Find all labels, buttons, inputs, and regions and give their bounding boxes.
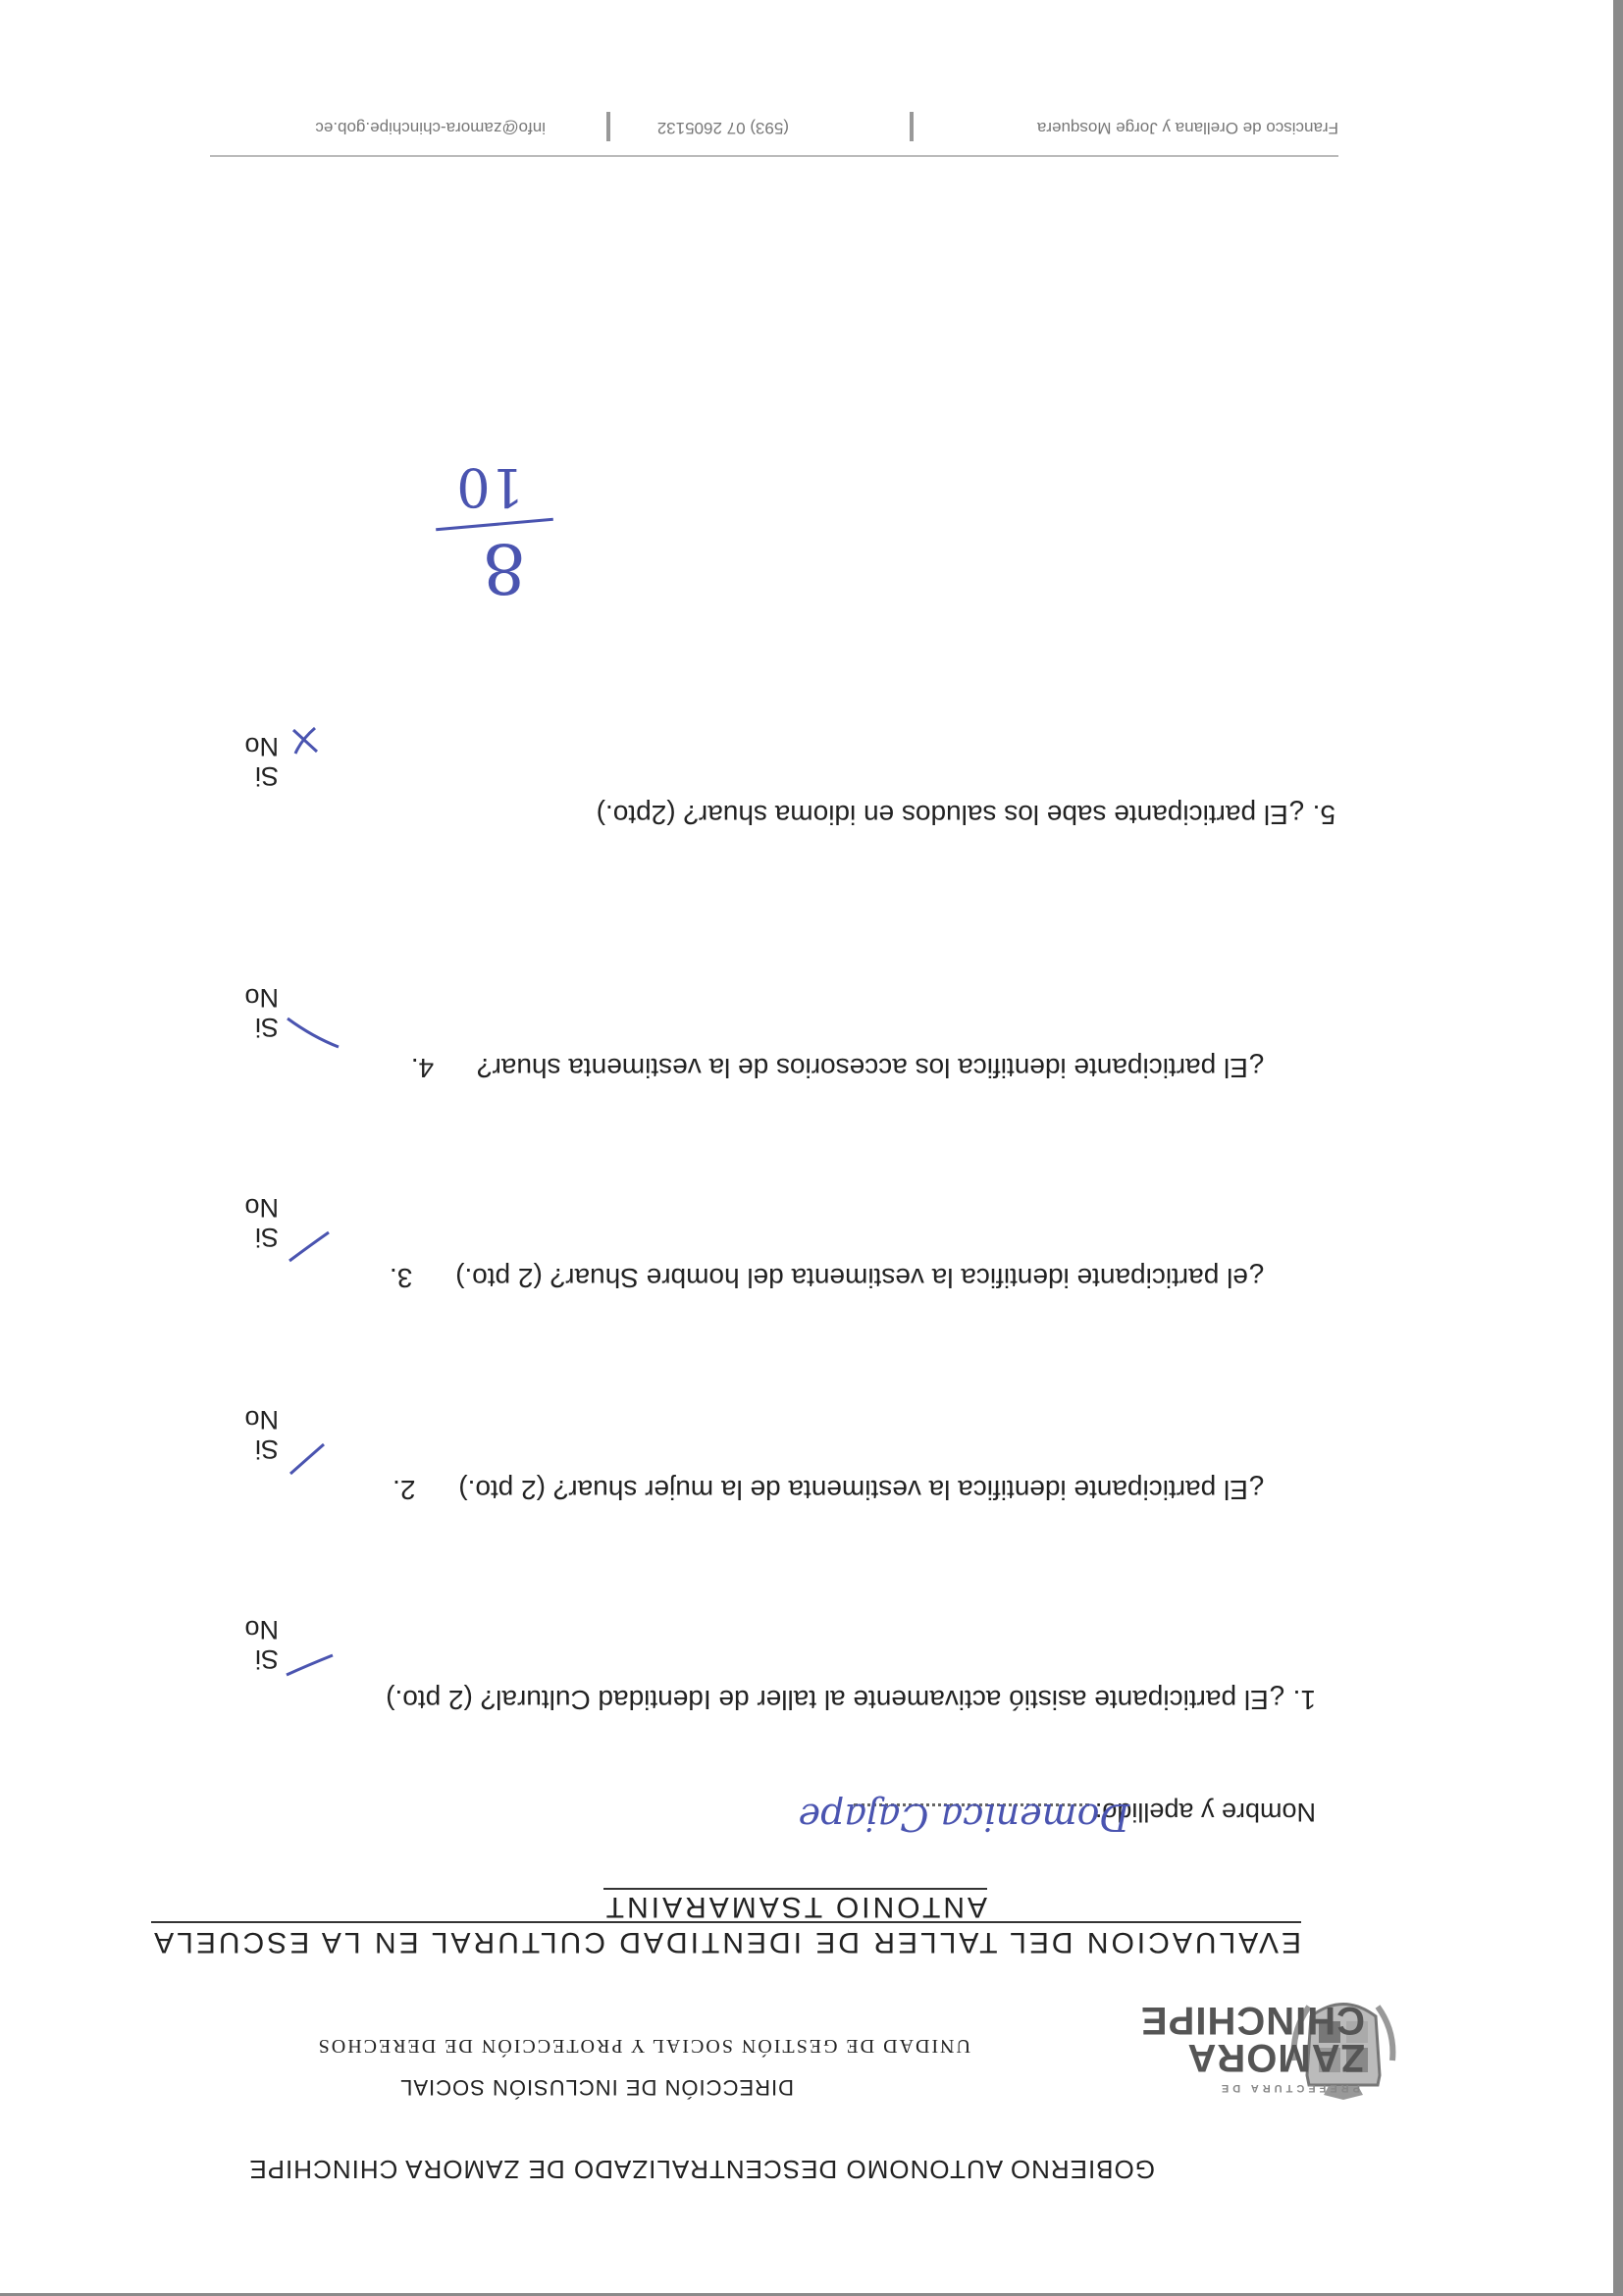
question-text: ¿El participante identifica la vestimenta de la mujer shuar? (2 pto.)	[458, 1475, 1265, 1505]
question-1-option-yes: Si	[254, 1644, 279, 1674]
document-title-school: ANTONIO TSAMARAINT	[603, 1888, 987, 1923]
organization-name: GOBIERNO AUTONOMO DESCENTRALIZADO DE ZAMORA CHINCHIPE	[248, 2155, 1155, 2184]
footer-rule	[210, 155, 1338, 157]
checkmark-icon	[284, 1438, 328, 1478]
document-title: EVALUACION DEL TALLER DE IDENTIDAD CULTURAL EN LA ESCUELA	[151, 1921, 1301, 1958]
footer-email: info@zamora-chinchipe.gob.ec	[315, 119, 546, 137]
footer-address: Francisco de Orellana y Jorge Mosquera	[1036, 119, 1338, 137]
question-text: ¿El participante identifica los accesorios de la vestimenta shuar?	[476, 1053, 1265, 1083]
question-number: 5.	[1312, 800, 1335, 830]
question-4-option-yes: Si	[254, 1013, 279, 1042]
score-total: 10	[456, 456, 524, 518]
footer-separator	[910, 112, 914, 141]
name-label: Nombre y apellido:	[1094, 1798, 1316, 1827]
brand-line-2: CHINCHIPE	[1139, 1999, 1365, 2042]
question-5-option-yes: Si	[254, 761, 279, 791]
question-number: 4.	[410, 1053, 435, 1083]
question-text: ¿el participante identifica la vestimenta del hombre Shuar? (2 pto.)	[455, 1263, 1265, 1293]
footer-phone: (593) 07 2605132	[656, 119, 789, 137]
question-2	[393, 1474, 1265, 1505]
question-5-option-no: No	[244, 732, 279, 761]
question-4-option-no: No	[244, 983, 279, 1013]
checkmark-icon	[279, 1650, 338, 1680]
brand-line-1: ZAMORA	[1186, 2036, 1365, 2079]
question-text: ¿El participante asistió activamente al taller de Identidad Cultural? (2 pto.)	[386, 1685, 1285, 1715]
scan-edge-left	[1613, 0, 1623, 2296]
question-3-option-yes: Si	[254, 1223, 279, 1252]
brand-prefix: PREFECTURA DE	[1217, 2082, 1360, 2094]
unit-name: UNIDAD DE GESTIÓN SOCIAL Y PROTECCIÓN DE DERECHOS	[316, 2035, 970, 2057]
question-number: 3.	[389, 1263, 413, 1293]
question-3-option-no: No	[244, 1193, 279, 1223]
question-1-option-no: No	[244, 1615, 279, 1644]
brand-name	[1139, 1999, 1365, 2086]
checkmark-icon	[284, 1226, 333, 1266]
score-obtained: 8	[482, 528, 526, 608]
question-2-option-no: No	[244, 1405, 279, 1435]
handwritten-name: Domenica Cajape	[798, 1796, 1129, 1839]
question-2-option-yes: Si	[254, 1435, 279, 1464]
question-4	[411, 1052, 1265, 1083]
cross-mark-icon	[288, 724, 323, 757]
question-3	[390, 1262, 1265, 1293]
footer-separator	[606, 112, 610, 141]
handwritten-score	[426, 442, 553, 608]
direction-name: DIRECCIÓN DE INCLUSIÓN SOCIAL	[399, 2075, 794, 2100]
question-text: ¿El participante sabe los saludos en idioma shuar? (2pto.)	[596, 800, 1305, 830]
question-5	[597, 799, 1335, 830]
question-number: 2.	[393, 1475, 416, 1505]
question-1	[386, 1684, 1316, 1715]
question-number: 1.	[1292, 1685, 1316, 1715]
checkmark-icon	[284, 1013, 342, 1052]
